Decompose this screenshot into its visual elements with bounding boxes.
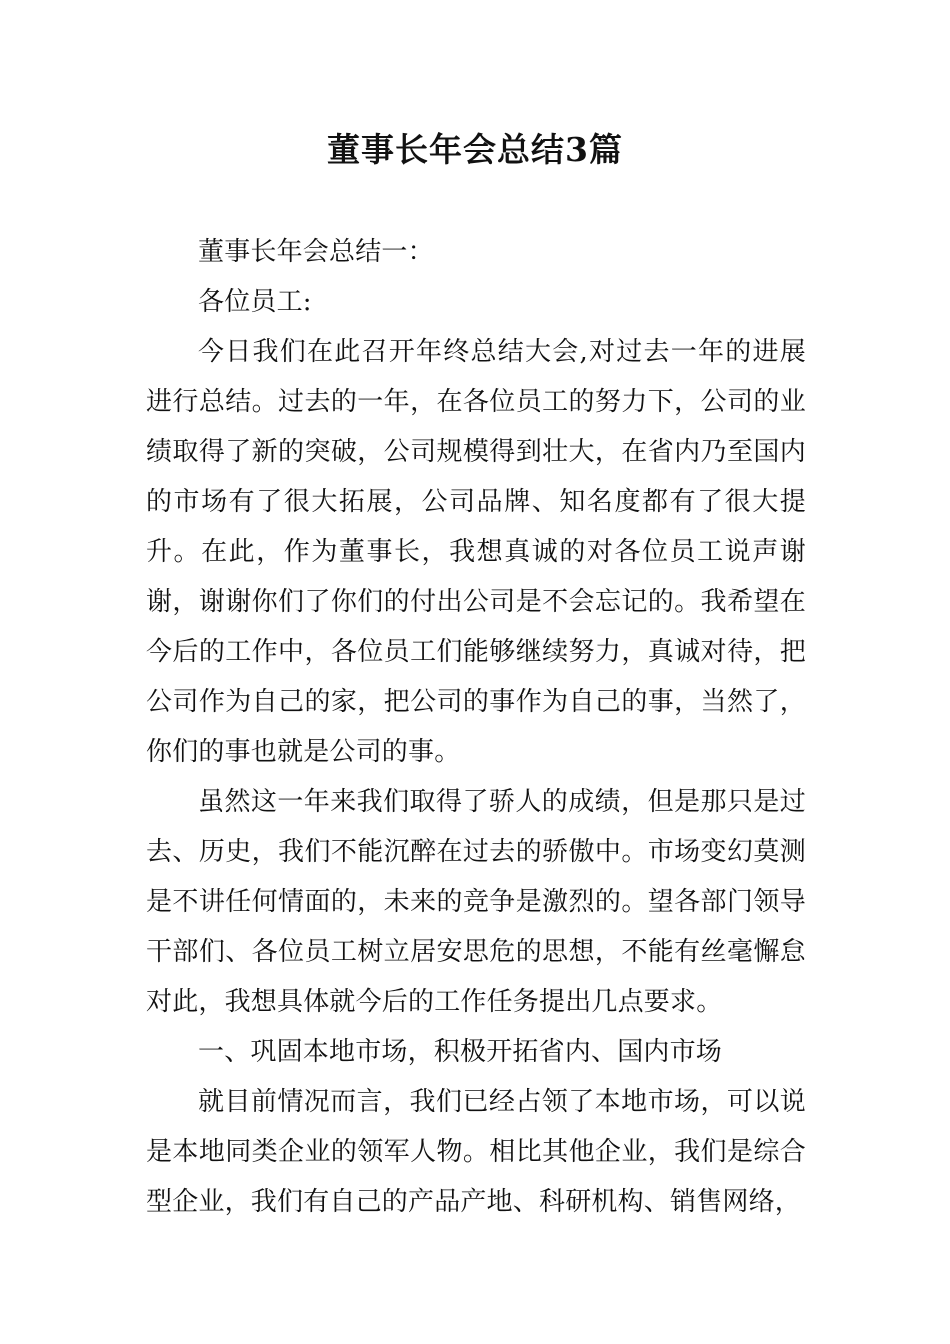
greeting-line: 各位员工: — [198, 287, 312, 317]
salutation-heading: 董事长年会总结一： — [198, 237, 434, 267]
body-paragraph: 就目前情况而言，我们已经占领了本地市场，可以说是本地同类企业的领军人物。相比其他企业，我们是综合型企业，我们有自己的产品产地、科研机构、销售网络， — [146, 1087, 806, 1217]
document-body — [146, 227, 806, 1227]
body-paragraph: 虽然这一年来我们取得了骄人的成绩，但是那只是过去、历史，我们不能沉醉在过去的骄傲中。市场变幻莫测是不讲任何情面的，未来的竞争是激烈的。望各部门领导干部们、各位员工树立居安思危的思想，不能有丝毫懈怠对此，我想具体就今后的工作任务提出几点要求。 — [146, 787, 806, 1017]
document-title: 董事长年会总结3篇 — [327, 130, 623, 169]
section-heading: 一、巩固本地市场，积极开拓省内、国内市场 — [198, 1037, 723, 1067]
body-paragraph: 今日我们在此召开年终总结大会,对过去一年的进展进行总结。过去的一年，在各位员工的努力下，公司的业绩取得了新的突破，公司规模得到壮大，在省内乃至国内的市场有了很大拓展，公司品牌、知名度都有了很大提升。在此，作为董事长，我想真诚的对各位员工说声谢谢，谢谢你们了你们的付出公司是不会忘记的。我希望在今后的工作中，各位员工们能够继续努力，真诚对待，把公司作为自己的家，把公司的事作为自己的事，当然了，你们的事也就是公司的事。 — [146, 337, 806, 767]
